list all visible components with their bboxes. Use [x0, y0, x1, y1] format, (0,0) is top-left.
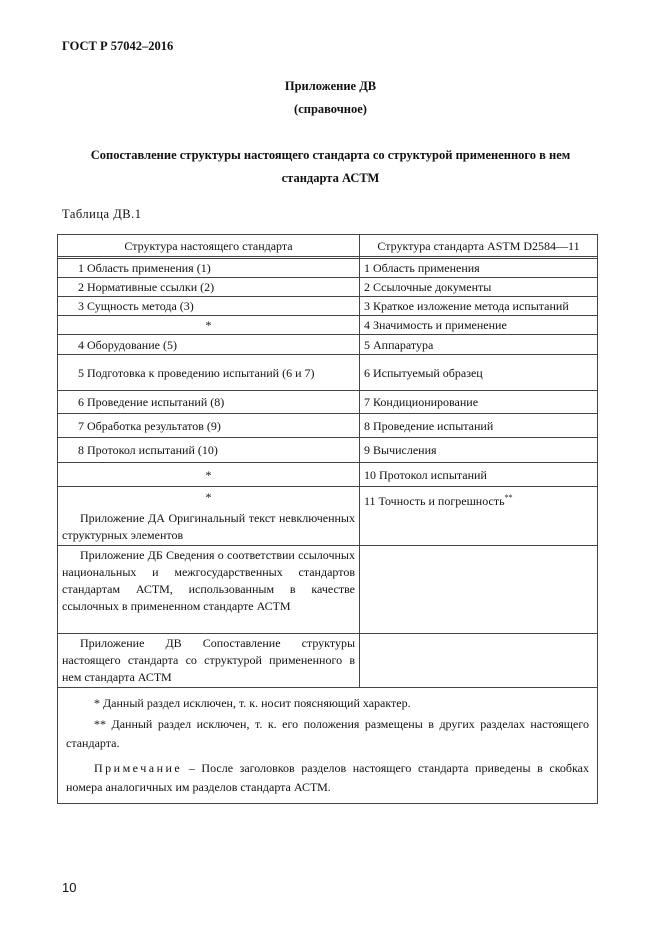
appendix-db-cell: Приложение ДБ Сведения о соответствии ссылочных национальных и межгосударственных стандартов стандартам АСТМ, использованным в качестве ссылочных в примененном стандарте АСТМ	[58, 546, 360, 634]
structure-comparison-table	[57, 234, 598, 804]
right-cell: 6 Испытуемый образец	[360, 355, 598, 391]
left-cell: 8 Протокол испытаний (10)	[58, 438, 360, 463]
right-cell-empty	[360, 546, 598, 634]
appendix-subtitle: (справочное)	[294, 102, 367, 116]
column-header-left: Структура настоящего стандарта	[58, 235, 360, 257]
right-cell-empty	[360, 634, 598, 688]
right-cell: 2 Ссылочные документы	[360, 278, 598, 297]
right-cell	[360, 487, 598, 546]
left-cell: 5 Подготовка к проведению испытаний (6 и 7)	[58, 355, 360, 391]
footnote-mark: **	[504, 493, 513, 502]
note-label: Примечание	[94, 761, 183, 775]
table-header-row	[58, 235, 598, 257]
page-number: 10	[62, 880, 77, 895]
table-row	[58, 297, 598, 316]
footnote-1: * Данный раздел исключен, т. к. носит поясняющий характер.	[94, 696, 411, 710]
column-header-right: Структура стандарта ASTM D2584—11	[360, 235, 598, 257]
right-cell: 5 Аппаратура	[360, 335, 598, 355]
table-row	[58, 391, 598, 414]
table-row	[58, 546, 598, 634]
appendix-heading-line1: Сопоставление структуры настоящего стандарта со структурой примененного в нем	[90, 148, 571, 162]
footnote-2: ** Данный раздел исключен, т. к. его положения размещены в других разделах настоящего стандарта.	[66, 717, 589, 750]
table-row	[58, 259, 598, 278]
right-cell: 10 Протокол испытаний	[360, 463, 598, 487]
table-row	[58, 487, 598, 546]
appendix-da-cell: Приложение ДА Оригинальный текст невключенных структурных элементов	[62, 511, 355, 542]
appendix-dv-cell: Приложение ДВ Сопоставление структуры настоящего стандарта со структурой примененного в нем стандарта АСТМ	[58, 634, 360, 688]
notes-cell	[58, 688, 598, 804]
right-cell: 8 Проведение испытаний	[360, 414, 598, 438]
table-row	[58, 335, 598, 355]
left-cell: *	[58, 316, 360, 335]
table-row	[58, 463, 598, 487]
table-row	[58, 278, 598, 297]
left-cell: 4 Оборудование (5)	[58, 335, 360, 355]
appendix-title: Приложение ДВ	[284, 79, 377, 93]
right-cell: 1 Область применения	[360, 259, 598, 278]
right-cell: 3 Краткое изложение метода испытаний	[360, 297, 598, 316]
table-caption: Таблица ДВ.1	[62, 207, 142, 221]
table-row	[58, 634, 598, 688]
left-cell: 2 Нормативные ссылки (2)	[58, 278, 360, 297]
note-text: – После заголовков разделов настоящего стандарта приведены в скобках номера аналогичных им разделов стандарта АСТМ.	[66, 761, 589, 794]
table-row	[58, 316, 598, 335]
right-cell: 9 Вычисления	[360, 438, 598, 463]
table-row	[58, 355, 598, 391]
right-cell: 4 Значимость и применение	[360, 316, 598, 335]
right-cell-text: 11 Точность и погрешность	[364, 494, 505, 508]
table-row	[58, 414, 598, 438]
left-cell: *	[205, 490, 212, 504]
notes-row	[58, 688, 598, 804]
left-cell: 6 Проведение испытаний (8)	[58, 391, 360, 414]
left-cell: 7 Обработка результатов (9)	[58, 414, 360, 438]
right-cell: 7 Кондиционирование	[360, 391, 598, 414]
table-row	[58, 438, 598, 463]
left-cell: 3 Сущность метода (3)	[58, 297, 360, 316]
left-cell: 1 Область применения (1)	[58, 259, 360, 278]
table-note	[66, 759, 589, 797]
document-header: ГОСТ Р 57042–2016	[62, 39, 174, 53]
left-cell: *	[58, 463, 360, 487]
appendix-heading-line2: стандарта АСТМ	[281, 171, 380, 185]
merged-left-cell	[58, 487, 360, 546]
